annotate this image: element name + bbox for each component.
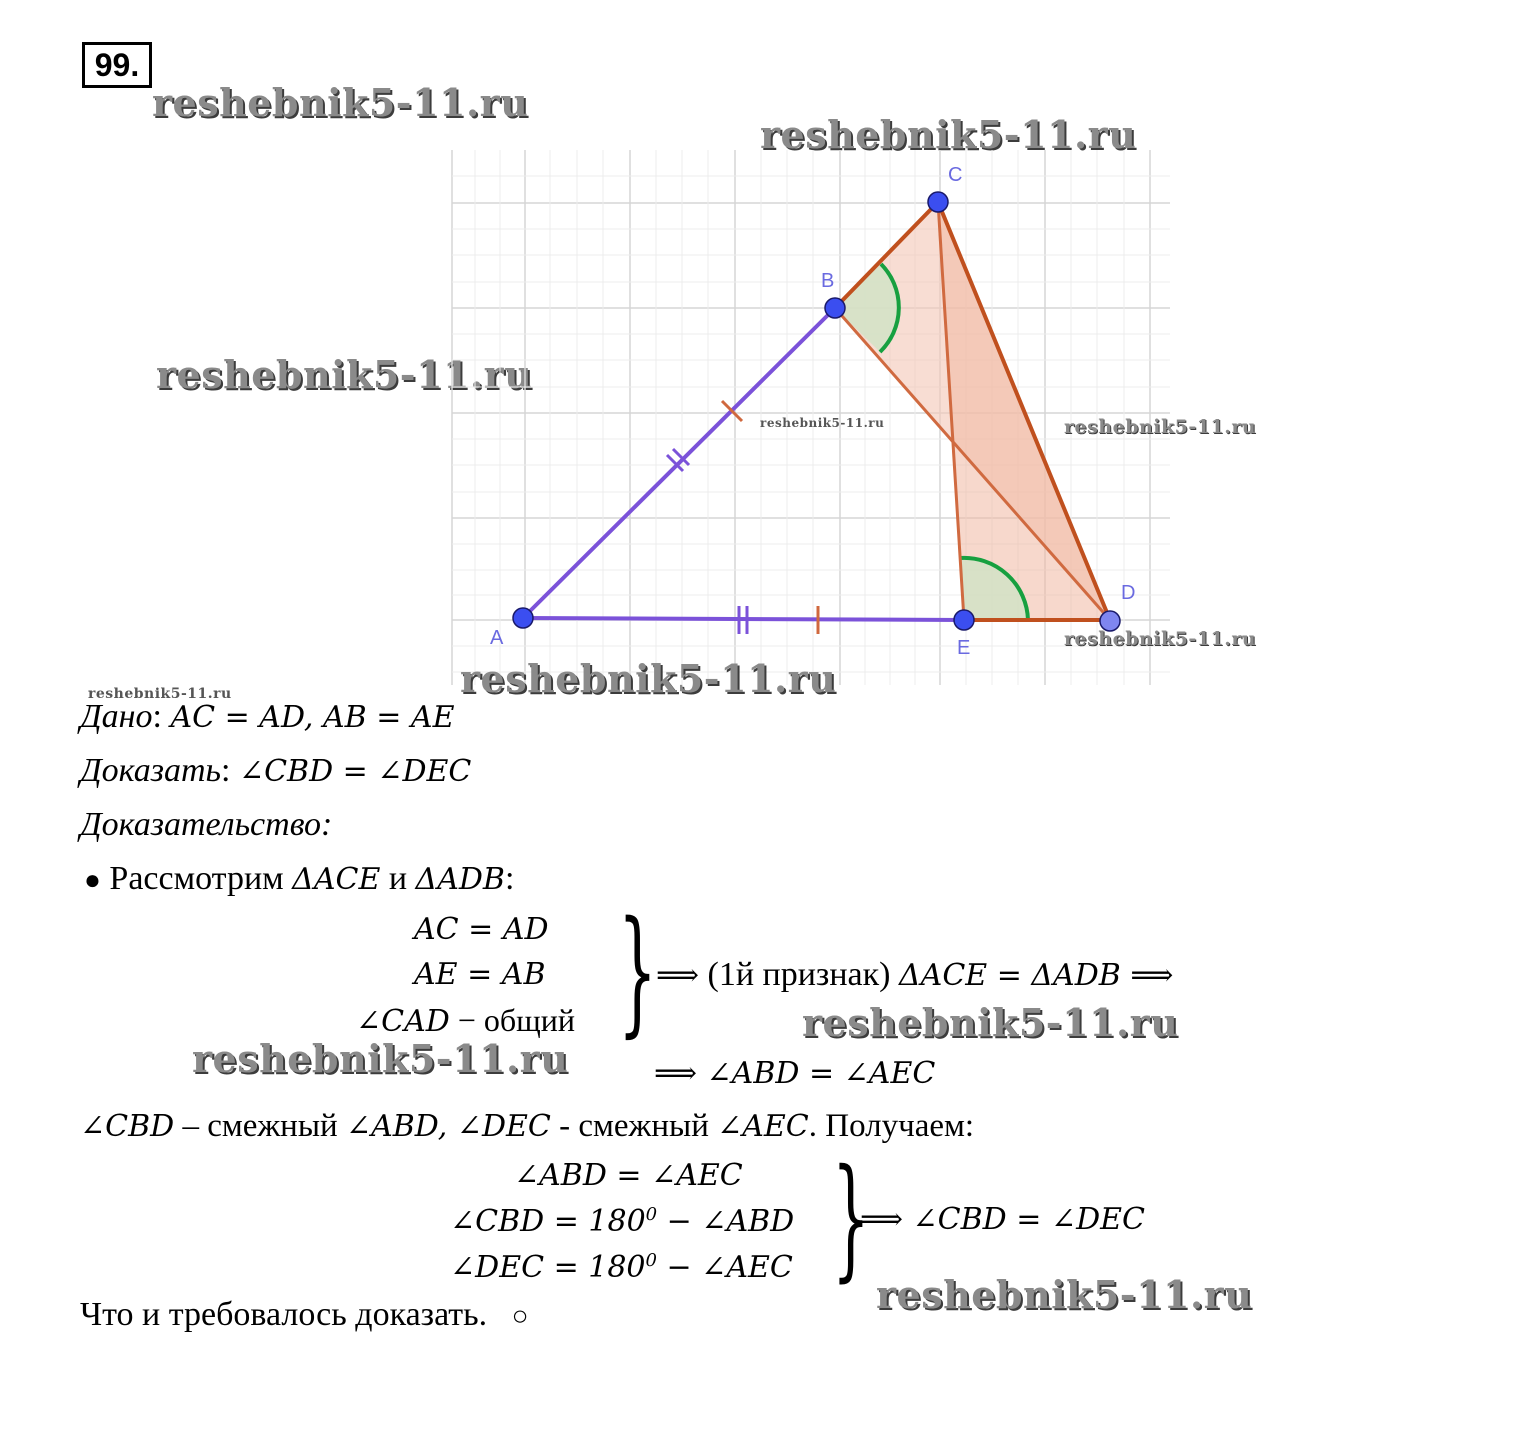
label-b: B bbox=[821, 270, 835, 292]
label-a: A bbox=[490, 627, 504, 649]
common-word: − общий bbox=[449, 1002, 576, 1038]
label-e: E bbox=[957, 637, 971, 659]
given-expr: AC = AD, AB = AE bbox=[170, 700, 455, 735]
problem-number: 99. bbox=[82, 42, 152, 88]
degree-sup: 0 bbox=[645, 1250, 657, 1271]
bullet: ● bbox=[84, 865, 101, 896]
adjacent-word: - смежный bbox=[550, 1108, 718, 1144]
adjacent-word: – смежный bbox=[174, 1108, 346, 1144]
row3-left: ∠DEC = 180 bbox=[450, 1250, 646, 1285]
given-label: Дано bbox=[80, 698, 153, 735]
prove-line: Доказать: ∠CBD = ∠DEC bbox=[80, 752, 472, 789]
and-word: и bbox=[388, 860, 408, 897]
system1-conclusion: ⟹ ∠ABD = ∠AEC bbox=[654, 1056, 936, 1091]
proof-label: Доказательство: bbox=[80, 806, 333, 843]
brace-system2: } bbox=[832, 1141, 870, 1295]
proof-label-text: Доказательство bbox=[80, 806, 322, 843]
watermark: reshebnik5-11.ru bbox=[88, 686, 232, 702]
final-line bbox=[80, 1296, 529, 1334]
step-text: Рассмотрим bbox=[109, 860, 284, 897]
watermark: reshebnik5-11.ru bbox=[876, 1272, 1253, 1317]
watermark: reshebnik5-11.ru bbox=[152, 80, 529, 125]
step-consider: ● Рассмотрим ΔACE и ΔADB: bbox=[84, 860, 515, 897]
criterion-text: (1й признак) bbox=[707, 956, 891, 993]
triangle-ace: ΔACE bbox=[292, 862, 381, 897]
row2-right: − ∠ABD bbox=[657, 1204, 795, 1239]
angle-cbd: ∠CBD bbox=[80, 1109, 175, 1144]
watermark: reshebnik5-11.ru bbox=[460, 656, 837, 701]
system2-row1: ∠ABD = ∠AEC bbox=[514, 1158, 743, 1193]
given-line: Дано: AC = AD, AB = AE bbox=[80, 698, 455, 735]
system2-row2 bbox=[450, 1204, 794, 1239]
row2-left: ∠CBD = 180 bbox=[450, 1204, 646, 1239]
point-e bbox=[954, 610, 974, 630]
system2-row3 bbox=[450, 1250, 793, 1285]
system1-row1: AC = AD bbox=[414, 912, 549, 947]
watermark: reshebnik5-11.ru bbox=[1064, 628, 1257, 650]
point-c bbox=[928, 192, 948, 212]
implies-sign: ⟹ bbox=[656, 958, 700, 993]
angle-cad: ∠CAD bbox=[356, 1004, 450, 1039]
qed-mark: ○ bbox=[511, 1301, 529, 1332]
watermark: reshebnik5-11.ru bbox=[760, 112, 1137, 157]
prove-expr: ∠CBD = ∠DEC bbox=[238, 754, 472, 789]
watermark: reshebnik5-11.ru bbox=[156, 352, 533, 397]
segment-ae bbox=[523, 618, 964, 620]
watermark: reshebnik5-11.ru bbox=[192, 1036, 569, 1081]
obtain-text: . Получаем: bbox=[808, 1108, 975, 1144]
triangles-equal: ΔACE = ΔADB ⟹ bbox=[898, 958, 1174, 993]
final-text: Что и требовалось доказать. bbox=[80, 1296, 488, 1333]
brace-system1: } bbox=[618, 893, 657, 1051]
point-a bbox=[513, 608, 533, 628]
degree-sup: 0 bbox=[645, 1204, 658, 1225]
angle-abd-dec: ∠ABD, ∠DEC bbox=[345, 1109, 551, 1144]
system1-row2: AE = AB bbox=[414, 957, 546, 992]
system2-result: ⟹ ∠CBD = ∠DEC bbox=[860, 1202, 1145, 1237]
triangle-adb: ΔADB bbox=[415, 862, 505, 897]
adjacent-line bbox=[80, 1108, 974, 1145]
system1-result bbox=[656, 956, 1173, 994]
prove-label: Доказать bbox=[80, 752, 221, 789]
watermark: reshebnik5-11.ru bbox=[760, 416, 885, 430]
label-d: D bbox=[1121, 582, 1136, 604]
watermark: reshebnik5-11.ru bbox=[1064, 416, 1257, 438]
label-c: C bbox=[948, 164, 963, 186]
row3-right: − ∠AEC bbox=[656, 1250, 793, 1285]
angle-aec: ∠AEC bbox=[717, 1109, 809, 1144]
watermark: reshebnik5-11.ru bbox=[802, 1000, 1179, 1045]
point-b bbox=[825, 298, 845, 318]
system1-row3 bbox=[356, 1002, 575, 1039]
segment-ab bbox=[523, 308, 835, 618]
